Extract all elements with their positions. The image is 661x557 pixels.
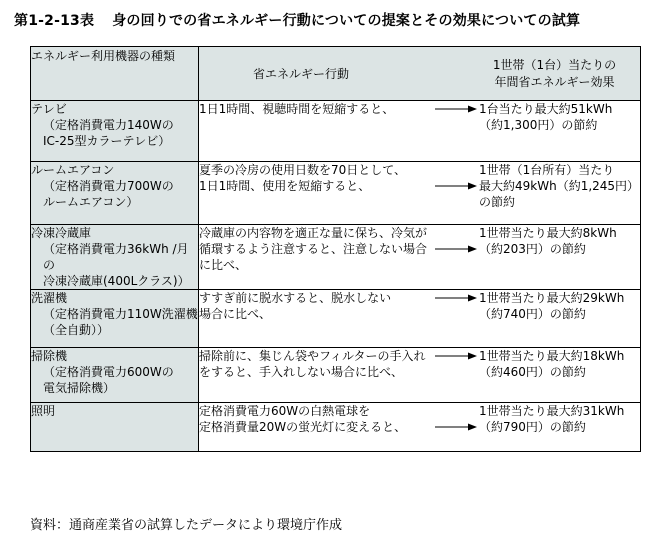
header-effect-line2: 年間省エネルギー効果	[494, 74, 615, 89]
table-row	[31, 290, 641, 348]
device-spec: ルームエアコン）	[43, 195, 139, 209]
action-text	[199, 348, 435, 380]
action-line: 定格消費量20Wの蛍光灯に変えると、	[199, 420, 407, 434]
effect-text	[479, 101, 637, 133]
action-line: 定格消費電力60Wの白熱電球を	[199, 404, 371, 418]
effect-line: 1世帯当たり最大約29kWh	[479, 291, 625, 305]
device-name: 冷凍冷蔵庫	[31, 226, 92, 240]
effect-line: （約740円）の節約	[479, 307, 586, 321]
action-text	[199, 403, 435, 435]
device-spec: （定格消費電力110W洗濯機	[43, 307, 198, 321]
device-spec: IC-25型カラーテレビ）	[43, 134, 171, 148]
device-name: 照明	[31, 404, 56, 418]
right-arrow-icon	[435, 348, 479, 380]
effect-line: 最大約49kWh（約1,245円）	[479, 179, 640, 193]
table-title-text: 身の回りでの省エネルギー行動についての提案とその効果についての試算	[112, 13, 581, 29]
right-arrow-icon	[435, 290, 479, 322]
effect-text	[479, 403, 637, 435]
action-line: 場合に比べ、	[199, 307, 272, 321]
action-line: をすると、手入れしない場合に比べ、	[199, 365, 404, 379]
table-row	[31, 403, 641, 452]
action-line: 冷蔵庫の内容物を適正な量に保ち、冷気が	[199, 226, 428, 240]
action-effect-cell	[199, 162, 641, 225]
device-cell	[31, 403, 199, 452]
effect-text	[479, 225, 637, 273]
device-spec: （全自動））	[43, 323, 110, 337]
action-effect-cell	[199, 101, 641, 162]
device-cell	[31, 225, 199, 290]
effect-text	[479, 162, 640, 210]
header-device: エネルギー利用機器の種類	[31, 47, 199, 101]
table-row	[31, 101, 641, 162]
right-arrow-icon	[435, 101, 479, 133]
action-effect-cell	[199, 225, 641, 290]
action-line: 1日1時間、視聴時間を短縮すると、	[199, 102, 395, 116]
device-name: ルームエアコン	[31, 163, 115, 177]
device-spec: （定格消費電力36kWh /月の	[43, 242, 189, 272]
right-arrow-icon	[435, 403, 479, 435]
action-text	[199, 225, 435, 273]
action-effect-cell	[199, 403, 641, 452]
effect-line: 1世帯当たり最大約18kWh	[479, 349, 625, 363]
action-effect-cell	[199, 348, 641, 403]
action-line: すすぎ前に脱水すると、脱水しない	[199, 291, 392, 305]
effect-line: （約1,300円）の節約	[479, 118, 598, 132]
right-arrow-icon	[435, 225, 479, 273]
header-action-effect	[199, 47, 641, 101]
table-row	[31, 348, 641, 403]
device-name: 掃除機	[31, 349, 68, 363]
action-text	[199, 101, 435, 133]
action-line: 循環するよう注意すると、注意しない場合	[199, 242, 428, 256]
energy-saving-table	[30, 46, 641, 452]
action-text	[199, 290, 435, 322]
header-action: 省エネルギー行動	[253, 67, 350, 81]
table-row	[31, 162, 641, 225]
device-cell	[31, 101, 199, 162]
effect-text	[479, 348, 637, 380]
device-spec: （定格消費電力700Wの	[43, 179, 174, 193]
action-line: に比べ、	[199, 258, 248, 272]
device-cell	[31, 290, 199, 348]
device-spec: （定格消費電力140Wの	[43, 118, 174, 132]
action-effect-cell	[199, 290, 641, 348]
effect-line: 1世帯当たり最大約31kWh	[479, 404, 625, 418]
device-cell	[31, 348, 199, 403]
effect-line: の節約	[479, 195, 516, 209]
source-note: 資料：通商産業省の試算したデータにより環境庁作成	[30, 518, 343, 533]
device-spec: 電気掃除機）	[43, 381, 116, 395]
table-title	[14, 10, 580, 30]
device-spec: （定格消費電力600Wの	[43, 365, 174, 379]
right-arrow-icon	[435, 162, 479, 210]
action-line: 掃除前に、集じん袋やフィルターの手入れ	[199, 349, 426, 363]
effect-line: （約203円）の節約	[479, 242, 586, 256]
device-name: 洗濯機	[31, 291, 68, 305]
effect-line: 1台当たり最大約51kWh	[479, 102, 613, 116]
device-name: テレビ	[31, 102, 67, 116]
device-spec: 冷凍冷蔵庫(400Lクラス)）	[43, 274, 190, 288]
header-effect	[429, 57, 640, 91]
header-row	[31, 47, 641, 101]
action-text	[199, 162, 435, 210]
header-effect-line1: 1世帯（1台）当たりの	[492, 57, 617, 72]
device-cell	[31, 162, 199, 225]
table-number: 第1-2-13表	[14, 13, 95, 29]
effect-line: 1世帯当たり最大約8kWh	[479, 226, 617, 240]
effect-line: （約460円）の節約	[479, 365, 586, 379]
effect-line: 1世帯（1台所有）当たり	[479, 163, 615, 177]
action-line: 1日1時間、使用を短縮すると、	[199, 179, 371, 193]
effect-line: （約790円）の節約	[479, 420, 586, 434]
effect-text	[479, 290, 637, 322]
table-row	[31, 225, 641, 290]
action-line: 夏季の冷房の使用日数を70日として、	[199, 163, 407, 177]
